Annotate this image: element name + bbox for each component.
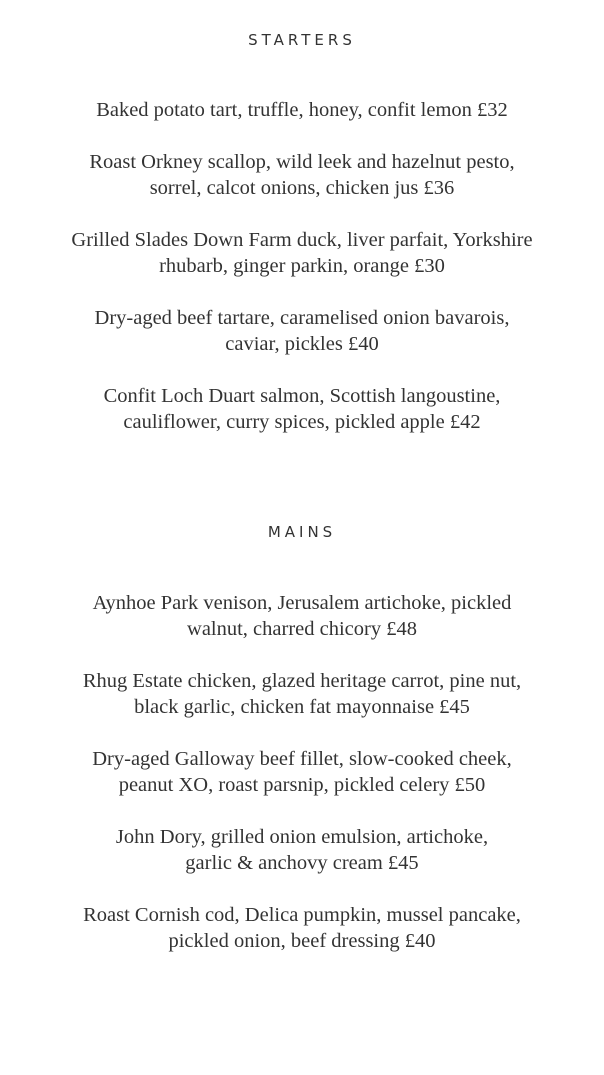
- mains-list: [0, 590, 604, 980]
- item-line: Roast Cornish cod, Delica pumpkin, mussel pancake,: [83, 904, 521, 926]
- item-line: Dry-aged beef tartare, caramelised onion bavarois,: [94, 307, 510, 329]
- menu-item: [0, 97, 604, 123]
- menu-item: [0, 746, 604, 798]
- item-line: Grilled Slades Down Farm duck, liver parfait, Yorkshire: [71, 229, 533, 251]
- item-line: sorrel, calcot onions, chicken jus £36: [149, 177, 455, 199]
- item-line: caviar, pickles £40: [225, 333, 379, 355]
- menu-item: [0, 149, 604, 201]
- item-line: Dry-aged Galloway beef fillet, slow-cooked cheek,: [92, 748, 512, 770]
- item-line: rhubarb, ginger parkin, orange £30: [159, 255, 445, 277]
- starters-heading: STARTERS: [248, 31, 356, 49]
- item-line: pickled onion, beef dressing £40: [168, 930, 436, 952]
- starters-list: [0, 97, 604, 461]
- menu-item: [0, 824, 604, 876]
- item-line: Roast Orkney scallop, wild leek and hazelnut pesto,: [89, 151, 515, 173]
- item-line: Baked potato tart, truffle, honey, confit lemon £32: [96, 99, 508, 121]
- item-line: black garlic, chicken fat mayonnaise £45: [134, 696, 470, 718]
- mains-heading: MAINS: [267, 523, 337, 541]
- menu-item: [0, 902, 604, 954]
- item-line: Rhug Estate chicken, glazed heritage carrot, pine nut,: [82, 670, 522, 692]
- item-line: walnut, charred chicory £48: [187, 618, 417, 640]
- item-line: garlic & anchovy cream £45: [185, 852, 419, 874]
- menu-item: [0, 668, 604, 720]
- item-line: Aynhoe Park venison, Jerusalem artichoke, pickled: [92, 592, 512, 614]
- item-line: cauliflower, curry spices, pickled apple £42: [123, 411, 481, 433]
- item-line: John Dory, grilled onion emulsion, artichoke,: [115, 826, 489, 848]
- item-line: Confit Loch Duart salmon, Scottish langoustine,: [103, 385, 501, 407]
- menu-item: [0, 227, 604, 279]
- menu-item: [0, 590, 604, 642]
- menu-item: [0, 305, 604, 357]
- menu-item: [0, 383, 604, 435]
- item-line: peanut XO, roast parsnip, pickled celery £50: [118, 774, 486, 796]
